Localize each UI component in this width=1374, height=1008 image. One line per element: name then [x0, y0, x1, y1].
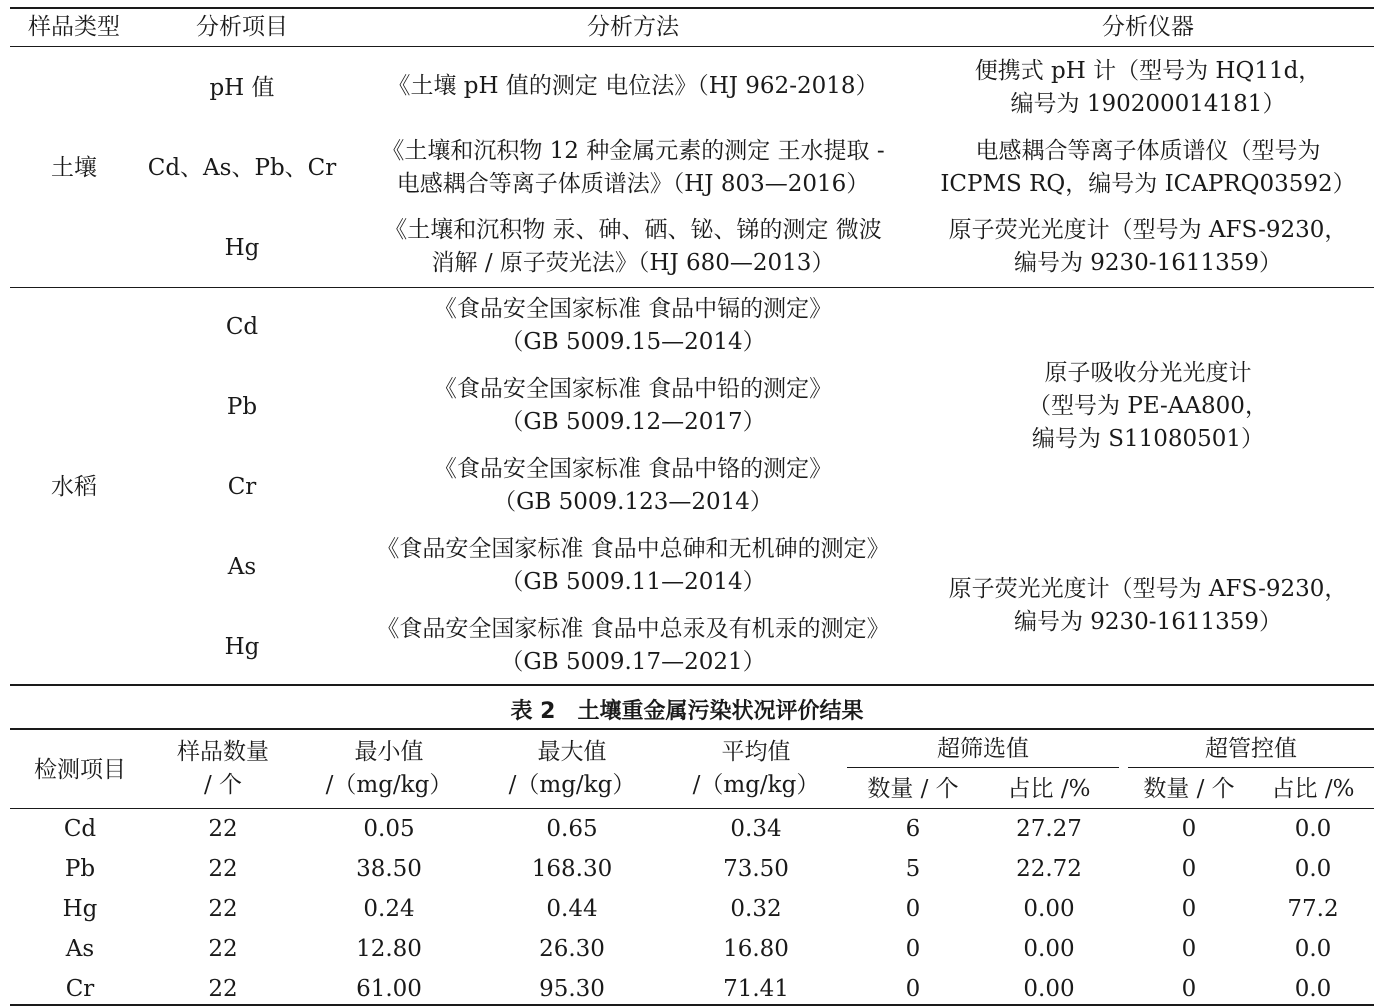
cell-min: 38.50 [356, 856, 422, 882]
rice-item-pb: Pb [226, 394, 258, 420]
table1-bottom-rule [10, 684, 1374, 686]
sample-type-rice: 水稻 [51, 474, 97, 500]
cell-item: Hg [62, 896, 98, 922]
cell-mean: 71.41 [723, 976, 789, 1002]
cell-control-count: 0 [1181, 896, 1197, 922]
table2-subheader-screen-pct: 占比 /% [1007, 776, 1091, 802]
cell-control-pct: 0.0 [1294, 856, 1332, 882]
cell-count: 22 [208, 896, 238, 922]
cell-screen-count: 0 [905, 936, 921, 962]
rice-item-cd: Cd [225, 314, 259, 340]
table2-header-screen: 超筛选值 [937, 736, 1029, 762]
table1-header-sample-type: 样品类型 [28, 14, 120, 40]
cell-control-count: 0 [1181, 976, 1197, 1002]
rice-item-hg: Hg [224, 634, 260, 660]
soil-instrument-ph: 便携式 pH 计（型号为 HQ11d， 编号为 190200014181） [974, 58, 1322, 117]
table2-subheader-control-pct: 占比 /% [1271, 776, 1355, 802]
cell-max: 0.44 [546, 896, 598, 922]
cell-max: 95.30 [539, 976, 605, 1002]
cell-control-count: 0 [1181, 816, 1197, 842]
cell-item: Cd [63, 816, 97, 842]
table2-header-control: 超管控值 [1205, 736, 1297, 762]
soil-instrument-hg: 原子荧光光度计（型号为 AFS-9230， 编号为 9230-1611359） [948, 217, 1348, 276]
cell-count: 22 [208, 976, 238, 1002]
table2-header-count: 样品数量 / 个 [177, 739, 269, 798]
cell-item: Pb [64, 856, 96, 882]
cell-screen-count: 6 [905, 816, 921, 842]
rice-method-as: 《食品安全国家标准 食品中总砷和无机砷的测定》 （GB 5009.11—2014） [376, 536, 890, 595]
rice-instrument-afs: 原子荧光光度计（型号为 AFS-9230， 编号为 9230-1611359） [948, 576, 1348, 635]
cell-max: 168.30 [531, 856, 613, 882]
cell-control-pct: 77.2 [1287, 896, 1339, 922]
table2-subheader-rule-control [1128, 767, 1374, 768]
cell-screen-pct: 27.27 [1016, 816, 1082, 842]
soil-item-hg: Hg [224, 235, 260, 261]
cell-max: 0.65 [546, 816, 598, 842]
cell-min: 12.80 [356, 936, 422, 962]
cell-item: As [65, 936, 95, 962]
table2-subheader-screen-count: 数量 / 个 [867, 776, 959, 802]
cell-screen-count: 0 [905, 896, 921, 922]
cell-min: 0.05 [363, 816, 415, 842]
cell-screen-pct: 0.00 [1023, 976, 1075, 1002]
table2-bottom-rule [10, 1004, 1374, 1006]
soil-method-metals: 《土壤和沉积物 12 种金属元素的测定 王水提取 - 电感耦合等离子体质谱法》（HJ 803—2016） [381, 138, 885, 197]
rice-method-cr: 《食品安全国家标准 食品中铬的测定》 （GB 5009.123—2014） [433, 456, 833, 515]
table2-caption: 表 2 土壤重金属污染状况评价结果 [510, 699, 864, 724]
cell-control-pct: 0.0 [1294, 816, 1332, 842]
table1-header-item: 分析项目 [196, 14, 288, 40]
cell-mean: 73.50 [723, 856, 789, 882]
cell-count: 22 [208, 816, 238, 842]
table1-header-method: 分析方法 [587, 14, 679, 40]
rice-item-cr: Cr [227, 474, 257, 500]
table2-subheader-control-count: 数量 / 个 [1143, 776, 1235, 802]
table1-top-rule [10, 7, 1374, 9]
table1-header-rule [10, 46, 1374, 47]
cell-screen-pct: 0.00 [1023, 896, 1075, 922]
sample-type-soil: 土壤 [51, 155, 97, 181]
cell-mean: 0.34 [730, 816, 782, 842]
soil-item-ph: pH 值 [209, 75, 275, 101]
cell-screen-pct: 22.72 [1016, 856, 1082, 882]
table2-header-rule [10, 808, 1374, 809]
table2-header-min: 最小值 /（mg/kg） [325, 739, 453, 798]
cell-screen-count: 0 [905, 976, 921, 1002]
soil-method-hg: 《土壤和沉积物 汞、砷、硒、铋、锑的测定 微波 消解 / 原子荧光法》（HJ 680—2013） [384, 217, 882, 276]
rice-item-as: As [227, 554, 257, 580]
cell-item: Cr [65, 976, 95, 1002]
soil-instrument-metals: 电感耦合等离子体质谱仪（型号为 ICPMS RQ，编号为 ICAPRQ03592） [940, 138, 1356, 197]
table1-group-rule [10, 287, 1374, 288]
cell-control-count: 0 [1181, 936, 1197, 962]
cell-max: 26.30 [539, 936, 605, 962]
table2-subheader-rule-screen [847, 767, 1119, 768]
cell-control-pct: 0.0 [1294, 976, 1332, 1002]
cell-control-pct: 0.0 [1294, 936, 1332, 962]
cell-count: 22 [208, 856, 238, 882]
cell-screen-pct: 0.00 [1023, 936, 1075, 962]
rice-method-pb: 《食品安全国家标准 食品中铅的测定》 （GB 5009.12—2017） [433, 376, 833, 435]
rice-method-cd: 《食品安全国家标准 食品中镉的测定》 （GB 5009.15—2014） [433, 296, 833, 355]
cell-control-count: 0 [1181, 856, 1197, 882]
rice-instrument-aas: 原子吸收分光光度计 （型号为 PE-AA800， 编号为 S11080501） [1028, 360, 1268, 452]
table2-header-item: 检测项目 [34, 757, 126, 783]
cell-mean: 16.80 [723, 936, 789, 962]
table1-header-instrument: 分析仪器 [1102, 14, 1194, 40]
soil-method-ph: 《土壤 pH 值的测定 电位法》（HJ 962-2018） [387, 73, 879, 99]
soil-item-metals: Cd、As、Pb、Cr [147, 155, 337, 181]
cell-min: 0.24 [363, 896, 415, 922]
rice-method-hg: 《食品安全国家标准 食品中总汞及有机汞的测定》 （GB 5009.17—2021） [376, 616, 890, 675]
table2-header-mean: 平均值 /（mg/kg） [692, 739, 820, 798]
table2-top-rule [10, 728, 1374, 730]
cell-count: 22 [208, 936, 238, 962]
cell-min: 61.00 [356, 976, 422, 1002]
cell-mean: 0.32 [730, 896, 782, 922]
cell-screen-count: 5 [905, 856, 921, 882]
table2-header-max: 最大值 /（mg/kg） [508, 739, 636, 798]
